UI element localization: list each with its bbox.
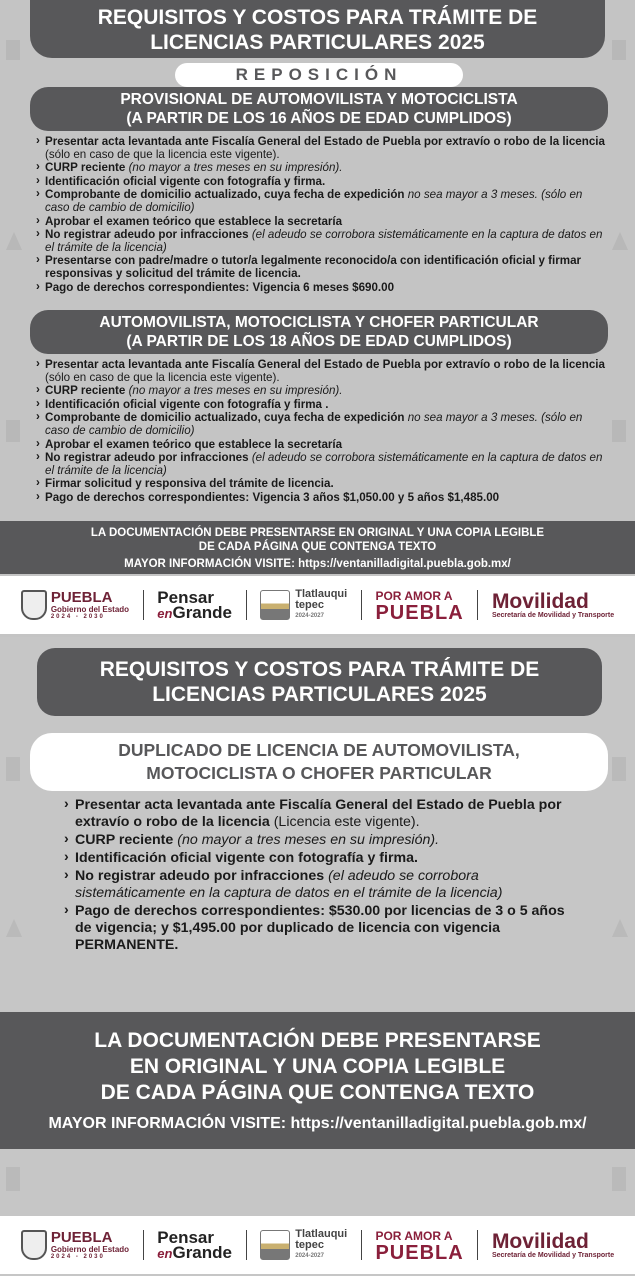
movilidad-logo: Movilidad Secretaría de Movilidad y Transporte [491,590,615,619]
shield-icon [21,590,47,620]
list-item: › Presentar acta levantada ante Fiscalía General del Estado de Puebla por extravío o robo de la licencia (sólo en caso de que la licencia este vigente). [36,359,606,384]
list-item: › CURP reciente (no mayor a tres meses en su impresión). [36,385,606,398]
por-amor-a-puebla-logo: POR AMOR A PUEBLA [375,589,464,624]
duplicado-heading-line-2: MOTOCICLISTA O CHOFER PARTICULAR [146,763,492,783]
divider [246,590,247,620]
list-item: › No registrar adeudo por infracciones (el adeudo se corrobora sistemáticamente en la captura de datos en el trámite de la licencia) [36,229,606,254]
list-item: › Pago de derechos correspondientes: Vigencia 3 años $1,050.00 y 5 años $1,485.00 [36,492,606,505]
puebla-logo: PUEBLA Gobierno del Estado 2024 - 2030 [21,1230,129,1260]
title-line-1: REQUISITOS Y COSTOS PARA TRÁMITE DE [97,6,538,29]
divider [143,1230,144,1260]
list-item: › Pago de derechos correspondientes: Vigencia 6 meses $690.00 [36,282,606,295]
movilidad-logo: Movilidad Secretaría de Movilidad y Transporte [491,1230,615,1259]
list-item: › CURP reciente (no mayor a tres meses en su impresión). [36,162,606,175]
list-item: › No registrar adeudo por infracciones (el adeudo se corrobora sistemáticamente en la captura de datos en el trámite de la licencia) [36,452,606,477]
duplicado-heading-line-1: DUPLICADO DE LICENCIA DE AUTOMOVILISTA, [118,740,520,760]
duplicado-heading [30,733,608,791]
pensar-en-grande-logo: Pensar enGrande [157,587,232,622]
requirements-list-provisional [36,136,606,295]
panel-reposicion [0,0,635,637]
list-item: › Comprobante de domicilio actualizado, cuya fecha de expedición no sea mayor a 3 meses. (sólo en caso de cambio de domicilio) [36,412,606,437]
tlatlauquitepec-logo: Tlatlauqui tepec 2024-2027 [260,589,347,622]
requirements-list-particular [36,359,606,506]
requirements-list-duplicado [64,797,584,955]
divider [477,1230,478,1260]
reposicion-label: REPOSICIÓN [175,63,463,87]
divider [246,1230,247,1260]
title-line-2: LICENCIAS PARTICULARES 2025 [152,683,487,706]
notice-line-2: EN ORIGINAL Y UNA COPIA LEGIBLE [129,1055,506,1078]
section-heading-provisional [30,87,608,131]
pensar-en-grande-logo: Pensar enGrande [157,1227,232,1262]
documentation-notice [0,1012,635,1149]
list-item: › Presentar acta levantada ante Fiscalía General del Estado de Puebla por extravío o robo de la licencia (sólo en caso de que la licencia este vigente). [36,136,606,161]
section-heading-line-2: (A PARTIR DE LOS 18 AÑOS DE EDAD CUMPLIDOS) [126,333,512,350]
list-item: › Firmar solicitud y responsiva del trámite de licencia. [36,478,606,491]
list-item: › Comprobante de domicilio actualizado, cuya fecha de expedición no sea mayor a 3 meses. (sólo en caso de cambio de domicilio) [36,189,606,214]
list-item: › Identificación oficial vigente con fotografía y firma. [64,850,584,867]
shield-icon [21,1230,47,1260]
documentation-notice [0,521,635,574]
divider [477,590,478,620]
notice-line-1: LA DOCUMENTACIÓN DEBE PRESENTARSE [94,1029,541,1052]
list-item: › Identificación oficial vigente con fotografía y firma. [36,176,606,189]
list-item: › Presentar acta levantada ante Fiscalía General del Estado de Puebla por extravío o robo de la licencia (Licencia este vigente). [64,797,584,831]
section-heading-line-2: (A PARTIR DE LOS 16 AÑOS DE EDAD CUMPLIDOS) [126,110,512,127]
notice-line-3: DE CADA PÁGINA QUE CONTENGA TEXTO [100,1081,535,1104]
list-item: › CURP reciente (no mayor a tres meses en su impresión). [64,832,584,849]
divider [361,590,362,620]
tlatlauquitepec-logo: Tlatlauqui tepec 2024-2027 [260,1229,347,1262]
title-line-1: REQUISITOS Y COSTOS PARA TRÁMITE DE [99,658,540,681]
por-amor-a-puebla-logo: POR AMOR A PUEBLA [375,1229,464,1264]
divider [361,1230,362,1260]
page-title [37,648,602,716]
notice-line-1: LA DOCUMENTACIÓN DEBE PRESENTARSE EN ORIGINAL Y UNA COPIA LEGIBLE [90,527,545,539]
puebla-logo: PUEBLA Gobierno del Estado 2024 - 2030 [21,590,129,620]
info-url: MAYOR INFORMACIÓN VISITE: https://ventanilladigital.puebla.gob.mx/ [124,558,511,570]
section-heading-particular [30,310,608,354]
list-item: › Presentarse con padre/madre o tutor/a legalmente reconocido/a con identificación oficial y firmar responsivas y solicitud del trámite de licencia. [36,255,606,280]
page-title [30,0,605,58]
list-item: › Identificación oficial vigente con fotografía y firma . [36,399,606,412]
list-item: › Aprobar el examen teórico que establece la secretaría [36,439,606,452]
list-item: › Pago de derechos correspondientes: $530.00 por licencias de 3 o 5 años de vigencia; y $1,495.00 por duplicado de licencia con vigencia PERMANENTE. [64,903,584,954]
section-heading-line-1: PROVISIONAL DE AUTOMOVILISTA Y MOTOCICLISTA [120,91,518,108]
list-item: › Aprobar el examen teórico que establece la secretaría [36,216,606,229]
title-line-2: LICENCIAS PARTICULARES 2025 [150,31,485,54]
panel-duplicado [0,637,635,1276]
info-url: MAYOR INFORMACIÓN VISITE: https://ventanilladigital.puebla.gob.mx/ [48,1115,587,1132]
divider [143,590,144,620]
mountain-icon [260,590,290,620]
mountain-icon [260,1230,290,1260]
list-item: › No registrar adeudo por infracciones (el adeudo se corrobora sistemáticamente en la captura de datos en el trámite de la licencia) [64,868,584,902]
logo-strip [0,576,635,634]
section-heading-line-1: AUTOMOVILISTA, MOTOCICLISTA Y CHOFER PARTICULAR [99,314,539,331]
logo-strip [0,1216,635,1274]
notice-line-2: DE CADA PÁGINA QUE CONTENGA TEXTO [198,541,437,553]
